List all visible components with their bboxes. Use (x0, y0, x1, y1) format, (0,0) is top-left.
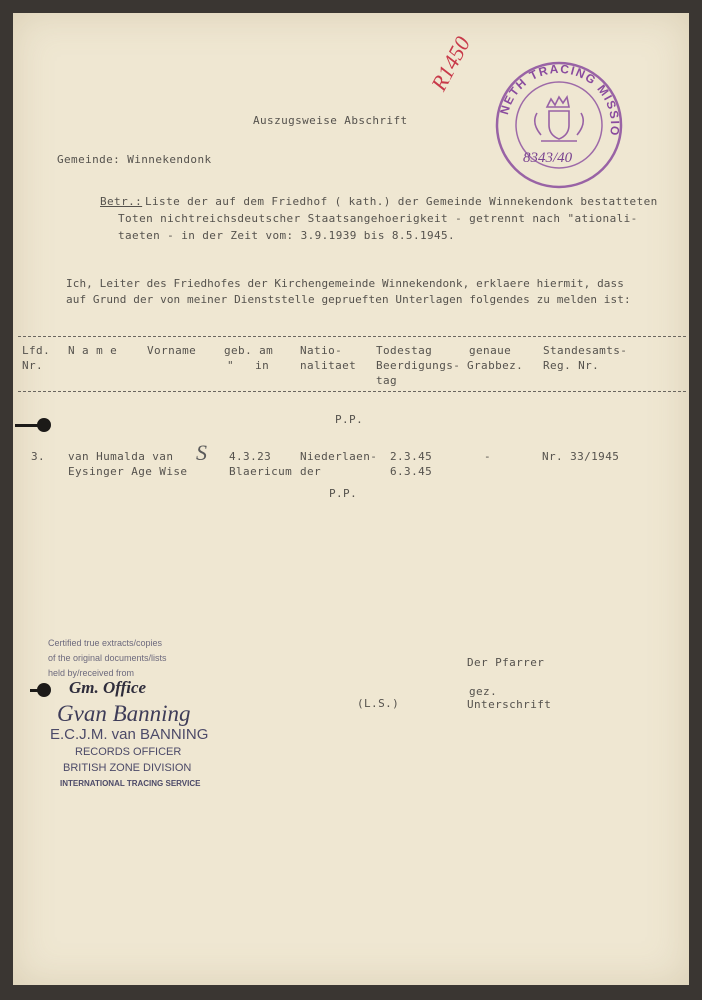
header-grab-2: Grabbez. (467, 359, 524, 372)
header-nat-1: Natio- (300, 344, 343, 357)
certified-line-2: of the original documents/lists (48, 653, 167, 663)
officer-signature: Gvan Banning (57, 701, 191, 726)
row-name-2: Eysinger Age Wise (68, 465, 188, 478)
header-reg-2: Reg. Nr. (543, 359, 600, 372)
header-tod-1: Todestag (376, 344, 433, 357)
row-nat-2: der (300, 465, 322, 478)
red-pencil-note: R1450 (426, 32, 476, 95)
table-divider-top (18, 336, 686, 337)
pp-bottom: P.P. (329, 487, 358, 500)
certified-handwritten: Gm. Office (69, 678, 147, 697)
neth-tracing-mission-stamp (489, 55, 629, 195)
betr-line-3: taeten - in der Zeit vom: 3.9.1939 bis 8.5.1945. (118, 229, 456, 242)
header-geb-2: " in (227, 359, 270, 372)
gemeinde-line: Gemeinde: Winnekendonk (57, 153, 212, 166)
header-grab-1: genaue (469, 344, 512, 357)
stamp-circle-text: NETH TRACING MISSIO (497, 61, 623, 138)
row-grab: - (484, 450, 492, 463)
row-name-1: van Humalda van (68, 450, 174, 463)
row-geb-1: 4.3.23 (229, 450, 272, 463)
header-geb-1: geb. am (224, 344, 274, 357)
header-name: N a m e (68, 344, 118, 357)
punch-hole-top-tear (15, 424, 41, 427)
header-tod-3: tag (376, 374, 398, 387)
row-tod-2: 6.3.45 (390, 465, 433, 478)
document-title: Auszugsweise Abschrift (253, 114, 408, 127)
intro-line-1: Ich, Leiter des Friedhofes der Kirchengemeinde Winnekendonk, erklaere hiermit, dass (66, 277, 624, 290)
pencil-mark: S (196, 440, 207, 465)
row-reg: Nr. 33/1945 (542, 450, 620, 463)
pp-top: P.P. (335, 413, 364, 426)
stamp-number: 8343/40 (523, 150, 573, 166)
officer-name: E.C.J.M. van BANNING (50, 726, 209, 743)
betr-label: Betr.: (100, 195, 143, 208)
header-vorname: Vorname (147, 344, 197, 357)
certified-line-1: Certified true extracts/copies (48, 638, 163, 648)
unterschrift-label: Unterschrift (467, 698, 552, 711)
row-geb-2: Blaericum (229, 465, 293, 478)
intro-line-2: auf Grund der von meiner Dienststelle geprueften Unterlagen folgendes zu melden ist: (66, 293, 631, 306)
punch-hole-bottom-tear (30, 689, 42, 692)
ls-label: (L.S.) (357, 697, 400, 710)
header-lfd-1: Lfd. (22, 344, 51, 357)
header-reg-1: Standesamts- (543, 344, 628, 357)
table-divider-bottom (18, 391, 686, 392)
row-nat-1: Niederlaen- (300, 450, 378, 463)
certified-line-3: held by/received from (48, 668, 135, 678)
officer-division: BRITISH ZONE DIVISION (63, 762, 192, 774)
header-nat-2: nalitaet (300, 359, 357, 372)
header-tod-2: Beerdigungs- (376, 359, 461, 372)
gez-label: gez. (469, 685, 498, 698)
officer-service: INTERNATIONAL TRACING SERVICE (60, 779, 201, 788)
pfarrer-label: Der Pfarrer (467, 656, 545, 669)
coat-of-arms-icon (535, 97, 584, 141)
row-tod-1: 2.3.45 (390, 450, 433, 463)
document-page (13, 13, 689, 985)
header-lfd-2: Nr. (22, 359, 44, 372)
betr-line-2: Toten nichtreichsdeutscher Staatsangehoerigkeit - getrennt nach "ationali- (118, 212, 638, 225)
betr-line-1: Liste der auf dem Friedhof ( kath.) der Gemeinde Winnekendonk bestatteten (145, 195, 658, 208)
officer-title: RECORDS OFFICER (75, 746, 182, 758)
row-nr: 3. (31, 450, 46, 463)
